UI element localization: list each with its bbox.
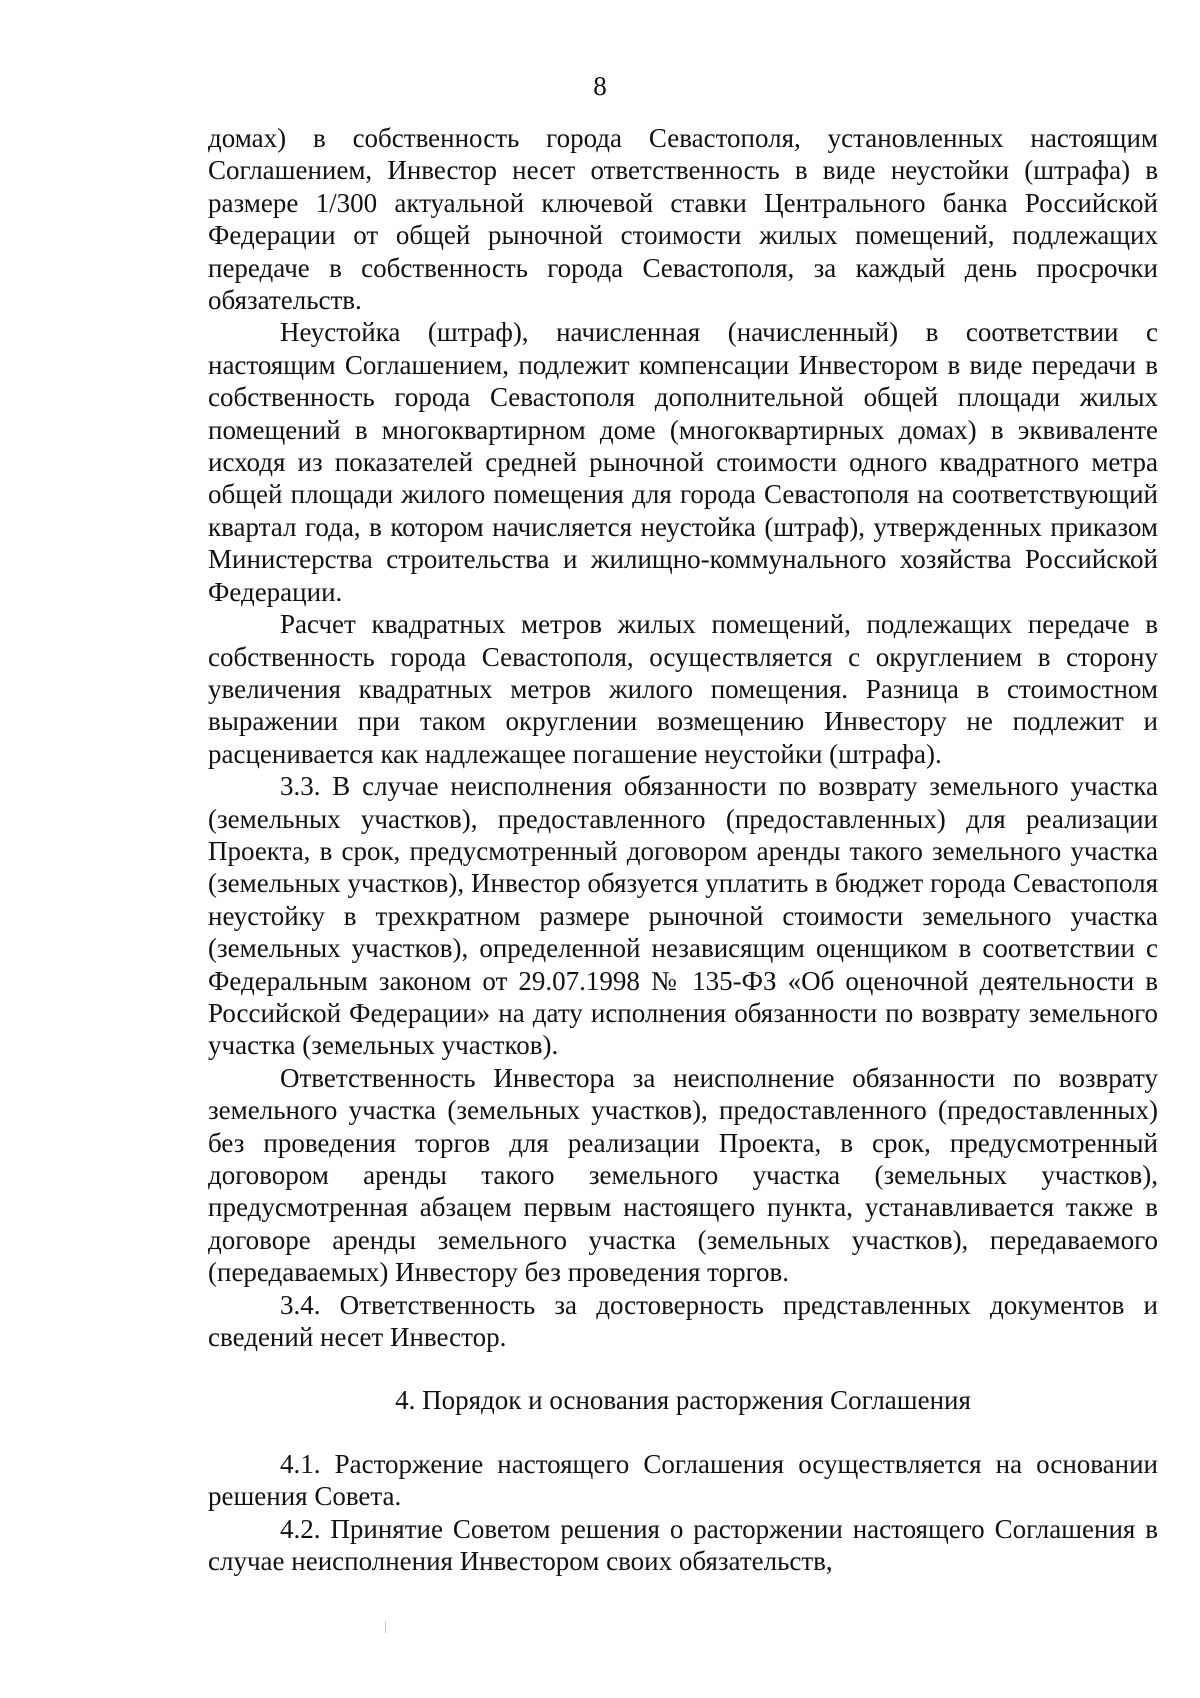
paragraph-square-meters-calculation: Расчет квадратных метров жилых помещений, подлежащих передаче в собственность города Севастополя, осуществляется с округлением в сторону увеличения квадратных метров жилого помещения. Разница в стоимостном выражении при таком округлении возмещению Инвестору не подлежит и расценивается как надлежащее погашение неустойки (штрафа).: [208, 609, 1158, 769]
paragraph-penalty-compensation: Неустойка (штраф), начисленная (начисленный) в соответствии с настоящим Соглашением, подлежит компенсации Инвестором в виде передачи в собственность города Севастополя дополнительной общей площади жилых помещений в многоквартирном доме (многоквартирных домах) в эквиваленте исходя из показателей средней рыночной стоимости одного квадратного метра общей площади жилого помещения для города Севастополя на соответствующий квартал года, в котором начисляется неустойка (штраф), утвержденных приказом Министерства строительства и жилищно-коммунального хозяйства Российской Федерации.: [208, 317, 1158, 607]
paragraph-clause-3-3: 3.3. В случае неисполнения обязанности по возврату земельного участка (земельных участков), предоставленного (предоставленных) для реализации Проекта, в срок, предусмотренный договором аренды такого земельного участка (земельных участков), Инвестор обязуется уплатить в бюджет города Севастополя неустойку в трехкратном размере рыночной стоимости земельного участка (земельных участков), определенной независящим оценщиком в соответствии с Федеральным законом от 29.07.1998 № 135-ФЗ «Об оценочной деятельности в Российской Федерации» на дату исполнения обязанности по возврату земельного участка (земельных участков).: [208, 771, 1158, 1061]
paragraph-investor-liability: Ответственность Инвестора за неисполнение обязанности по возврату земельного участка (земельных участков), предоставленного (предоставленных) без проведения торгов для реализации Проекта, в срок, предусмотренный договором аренды такого земельного участка (земельных участков), предусмотренная абзацем первым настоящего пункта, устанавливается также в договоре аренды земельного участка (земельных участков), передаваемого (передаваемых) Инвестору без проведения торгов.: [208, 1062, 1158, 1288]
paragraph-clause-4-2: 4.2. Принятие Советом решения о расторжении настоящего Соглашения в случае неисполнения Инвестором своих обязательств,: [208, 1513, 1158, 1577]
page-number: 8: [593, 71, 607, 101]
scan-artifact-mark: [385, 1621, 386, 1633]
document-body: [208, 122, 1158, 1577]
paragraph-clause-3-4: 3.4. Ответственность за достоверность представленных документов и сведений несет Инвестор.: [208, 1289, 1158, 1353]
section-heading: 4. Порядок и основания расторжения Соглашения: [395, 1385, 971, 1416]
paragraph-continuation: домах) в собственность города Севастополя, установленных настоящим Соглашением, Инвестор несет ответственность в виде неустойки (штрафа) в размере 1/300 актуальной ключевой ставки Центрального банка Российской Федерации от общей рыночной стоимости жилых помещений, подлежащих передаче в собственность города Севастополя, за каждый день просрочки обязательств.: [208, 123, 1158, 316]
paragraph-clause-4-1: 4.1. Расторжение настоящего Соглашения осуществляется на основании решения Совета.: [208, 1448, 1158, 1512]
